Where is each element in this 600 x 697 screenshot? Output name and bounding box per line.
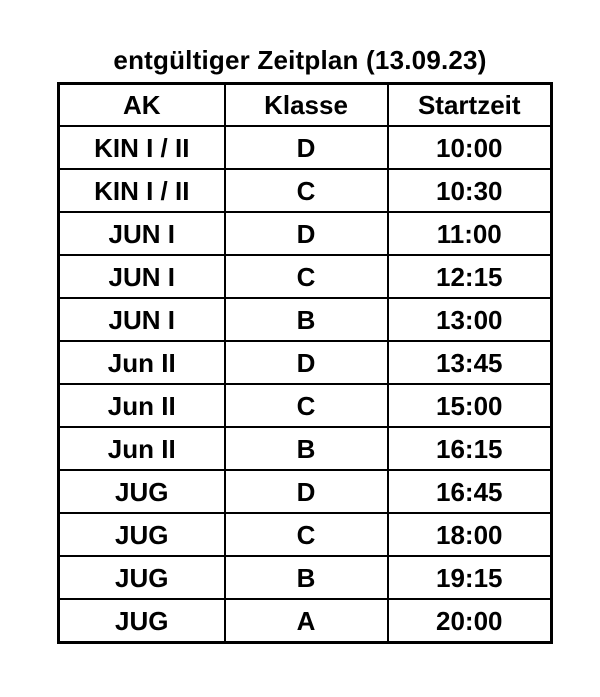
cell-klasse: B [225,427,388,470]
cell-startzeit: 13:45 [388,341,552,384]
cell-startzeit: 16:15 [388,427,552,470]
cell-ak: JUG [59,470,225,513]
table-row [59,427,552,470]
cell-startzeit: 16:45 [388,470,552,513]
cell-startzeit: 12:15 [388,255,552,298]
table-row [59,556,552,599]
cell-startzeit: 15:00 [388,384,552,427]
table-row [59,599,552,643]
cell-ak: JUN I [59,298,225,341]
table-row [59,341,552,384]
cell-klasse: B [225,298,388,341]
cell-klasse: C [225,513,388,556]
schedule-title: entgültiger Zeitplan (13.09.23) [113,45,487,75]
cell-ak: JUN I [59,212,225,255]
cell-klasse: A [225,599,388,643]
cell-ak: KIN I / II [59,126,225,169]
table-row [59,212,552,255]
table-header-row [59,84,552,127]
cell-klasse: C [225,169,388,212]
cell-klasse: C [225,255,388,298]
cell-startzeit: 13:00 [388,298,552,341]
cell-ak: KIN I / II [59,169,225,212]
cell-ak: JUG [59,513,225,556]
header-klasse: Klasse [225,84,388,127]
cell-ak: JUG [59,599,225,643]
cell-startzeit: 10:00 [388,126,552,169]
header-startzeit: Startzeit [388,84,552,127]
cell-startzeit: 10:30 [388,169,552,212]
header-ak: AK [59,84,225,127]
table-row [59,255,552,298]
cell-ak: Jun II [59,427,225,470]
cell-ak: JUG [59,556,225,599]
table-row [59,384,552,427]
table-row [59,126,552,169]
schedule-table [57,82,553,644]
cell-klasse: B [225,556,388,599]
cell-klasse: D [225,126,388,169]
cell-ak: Jun II [59,341,225,384]
cell-startzeit: 19:15 [388,556,552,599]
cell-startzeit: 20:00 [388,599,552,643]
table-row [59,470,552,513]
cell-klasse: D [225,212,388,255]
cell-klasse: C [225,384,388,427]
table-row [59,169,552,212]
cell-startzeit: 11:00 [388,212,552,255]
table-row [59,298,552,341]
table-row [59,513,552,556]
cell-startzeit: 18:00 [388,513,552,556]
cell-klasse: D [225,341,388,384]
cell-ak: Jun II [59,384,225,427]
cell-klasse: D [225,470,388,513]
cell-ak: JUN I [59,255,225,298]
